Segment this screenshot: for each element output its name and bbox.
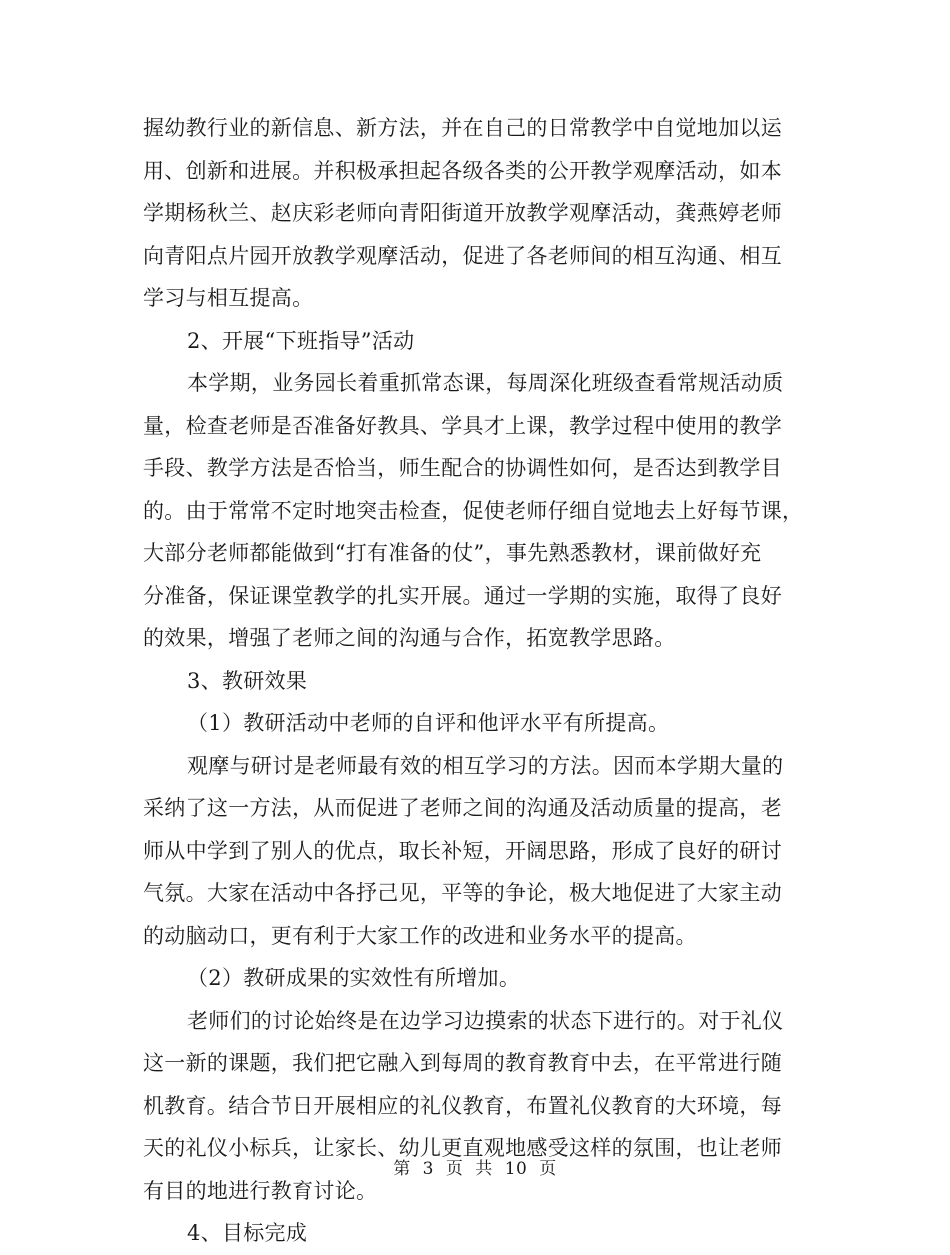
text-line: 观摩与研讨是老师最有效的相互学习的方法。因而本学期大量的 bbox=[187, 753, 784, 778]
section-heading-3: 3、教研效果 bbox=[187, 668, 308, 693]
footer-total-word: 共 bbox=[475, 1159, 493, 1179]
text-line: 机教育。结合节日开展相应的礼仪教育，布置礼仪教育的大环境，每 bbox=[143, 1093, 782, 1118]
subheading-3-2: （2）教研成果的实效性有所增加。 bbox=[187, 966, 521, 990]
text-line: 手段、教学方法是否恰当，师生配合的协调性如何，是否达到教学目 bbox=[143, 456, 782, 480]
section-heading-2: 2、开展“下班指导”活动 bbox=[187, 328, 415, 353]
page-footer bbox=[0, 1154, 950, 1179]
footer-current-page: 3 bbox=[422, 1159, 434, 1179]
text-line: 学期杨秋兰、赵庆彩老师向青阳街道开放教学观摩活动，龚燕婷老师 bbox=[143, 201, 782, 225]
text-line: 本学期，业务园长着重抓常态课，每周深化班级查看常规活动质 bbox=[187, 371, 784, 395]
text-line: 的效果，增强了老师之间的沟通与合作，拓宽教学思路。 bbox=[143, 626, 676, 650]
text-line: 向青阳点片园开放教学观摩活动，促进了各老师间的相互沟通、相互 bbox=[143, 243, 782, 268]
text-line: 天的礼仪小标兵，让家长、幼儿更直观地感受这样的氛围，也让老师 bbox=[143, 1136, 782, 1160]
text-line: 握幼教行业的新信息、新方法，并在自己的日常教学中自觉地加以运 bbox=[143, 116, 782, 140]
paragraph-guidance bbox=[143, 362, 807, 660]
paragraph-etiquette bbox=[143, 1000, 807, 1213]
text-line: 的动脑动口，更有利于大家工作的改进和业务水平的提高。 bbox=[143, 923, 697, 948]
text-line: 这一新的课题，我们把它融入到每周的教育教育中去，在平常进行随 bbox=[143, 1051, 782, 1075]
text-line: 用、创新和进展。并积极承担起各级各类的公开教学观摩活动，如本 bbox=[143, 158, 782, 183]
text-line: 气氛。大家在活动中各抒己见，平等的争论，极大地促进了大家主动 bbox=[143, 881, 782, 905]
footer-total-pages: 10 bbox=[504, 1159, 528, 1179]
text-line: 有目的地进行教育讨论。 bbox=[143, 1178, 378, 1203]
text-line: 分准备，保证课堂教学的扎实开展。通过一学期的实施，取得了良好 bbox=[143, 583, 782, 608]
text-line: 师从中学到了别人的优点，取长补短，开阔思路，形成了良好的研讨 bbox=[143, 838, 782, 863]
paragraph-observation bbox=[143, 745, 807, 958]
document-body bbox=[143, 107, 807, 1255]
text-line: 量，检查老师是否准备好教具、学具才上课，教学过程中使用的教学 bbox=[143, 413, 782, 438]
footer-prefix: 第 bbox=[393, 1159, 411, 1179]
text-line: 大部分老师都能做到“打有准备的仗”，事先熟悉教材，课前做好充 bbox=[143, 541, 762, 565]
text-line: 的。由于常常不定时地突击检查，促使老师仔细自觉地去上好每节课， bbox=[143, 498, 804, 523]
section-heading-4: 4、目标完成 bbox=[187, 1221, 308, 1245]
text-line: 学习与相互提高。 bbox=[143, 286, 314, 310]
footer-page-word: 页 bbox=[445, 1159, 464, 1179]
footer-suffix: 页 bbox=[539, 1159, 557, 1179]
text-line: 老师们的讨论始终是在边学习边摸索的状态下进行的。对于礼仪 bbox=[187, 1008, 784, 1033]
paragraph-continuation bbox=[143, 107, 807, 320]
subheading-3-1: （1）教研活动中老师的自评和他评水平有所提高。 bbox=[187, 711, 670, 735]
text-line: 采纳了这一方法，从而促进了老师之间的沟通及活动质量的提高，老 bbox=[143, 796, 782, 820]
